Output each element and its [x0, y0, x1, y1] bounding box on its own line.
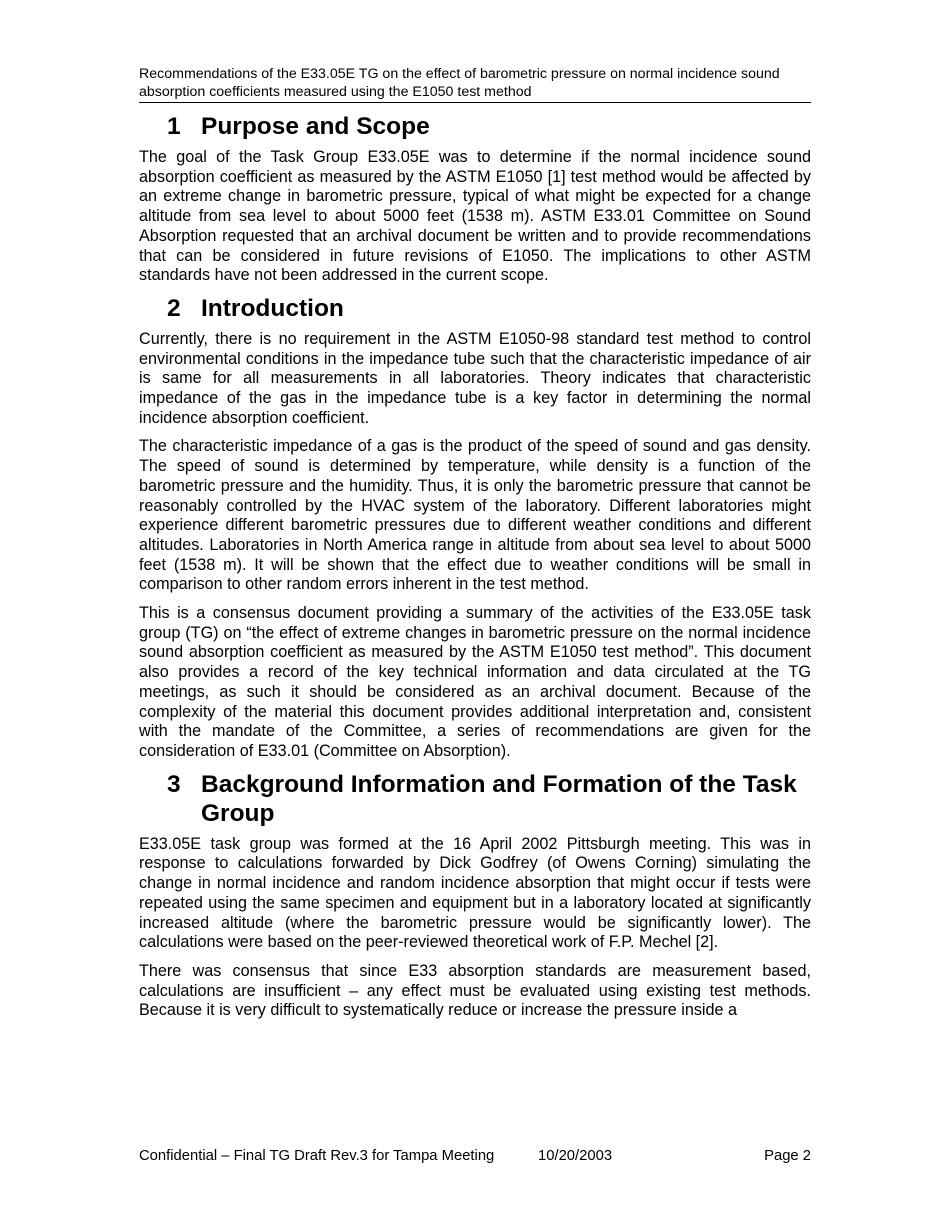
paragraph: Currently, there is no requirement in the ASTM E1050-98 standard test method to control environmental conditions in the impedance tube such that the characteristic impedance of air is same for all measurements in all laboratories. Theory indicates that characteristic impedance of the gas in the impedance tube is a key factor in determining the normal incidence absorption coefficient. [139, 329, 811, 427]
section-number: 3 [167, 770, 181, 798]
document-body [139, 112, 811, 1021]
paragraph: This is a consensus document providing a summary of the activities of the E33.05E task group (TG) on “the effect of extreme changes in barometric pressure on the normal incidence sound absorption coefficient as measured by the ASTM E1050 test method”. This document also provides a record of the key technical information and data circulated at the TG meetings, as such it should be considered as an archival document. Because of the complexity of the material this document provides additional interpretation and, consistent with the mandate of the Committee, a series of recommendations are given for the consideration of E33.01 (Committee on Absorption). [139, 604, 811, 760]
footer-document-label: Confidential – Final TG Draft Rev.3 for Tampa Meeting [139, 1148, 495, 1164]
section-title: Background Information and Formation of the Task Group [201, 770, 797, 827]
section-number: 2 [167, 294, 181, 322]
footer-date: 10/20/2003 [538, 1148, 613, 1164]
section-title: Introduction [201, 294, 344, 322]
page-number: Page 2 [764, 1148, 811, 1164]
section-title: Purpose and Scope [201, 113, 430, 140]
section-1-heading [139, 112, 811, 141]
paragraph: E33.05E task group was formed at the 16 April 2002 Pittsburgh meeting. This was in response to calculations forwarded by Dick Godfrey (of Owens Corning) simulating the change in normal incidence and random incidence absorption that might occur if tests were repeated using the same specimen and equipment but in a laboratory located at significantly increased altitude (where the barometric pressure would be significantly lower). The calculations were based on the peer-reviewed theoretical work of F.P. Mechel [2]. [139, 834, 811, 952]
paragraph: There was consensus that since E33 absorption standards are measurement based, calculations are insufficient – any effect must be evaluated using existing test methods. Because it is very difficult to systematically reduce or increase the pressure inside a [139, 961, 811, 1020]
section-number: 1 [167, 113, 181, 140]
paragraph: The goal of the Task Group E33.05E was to determine if the normal incidence sound absorption coefficient as measured by the ASTM E1050 [1] test method would be affected by an extreme change in barometric pressure, typical of what might be expected for a change altitude from sea level to about 5000 feet (1538 m). ASTM E33.01 Committee on Sound Absorption requested that an archival document be written and to provide recommendations that can be considered in future revisions of E1050. The implications to other ASTM standards have not been addressed in the current scope. [139, 148, 811, 285]
running-header-text: Recommendations of the E33.05E TG on the effect of barometric pressure on normal incidence sound absorption coefficients measured using the E1050 test method [139, 66, 780, 100]
section-2-heading [139, 294, 811, 323]
paragraph: The characteristic impedance of a gas is the product of the speed of sound and gas density. The speed of sound is determined by temperature, while density is a function of the barometric pressure and the humidity. Thus, it is only the barometric pressure that cannot be reasonably controlled by the HVAC system of the laboratory. Different laboratories might experience different barometric pressures due to different weather conditions and different altitudes. Laboratories in North America range in altitude from about sea level to about 5000 feet (1538 m). It will be shown that the effect due to weather conditions will be small in comparison to other random errors inherent in the test method. [139, 437, 811, 594]
section-3-heading [139, 770, 811, 828]
running-header [139, 66, 811, 103]
